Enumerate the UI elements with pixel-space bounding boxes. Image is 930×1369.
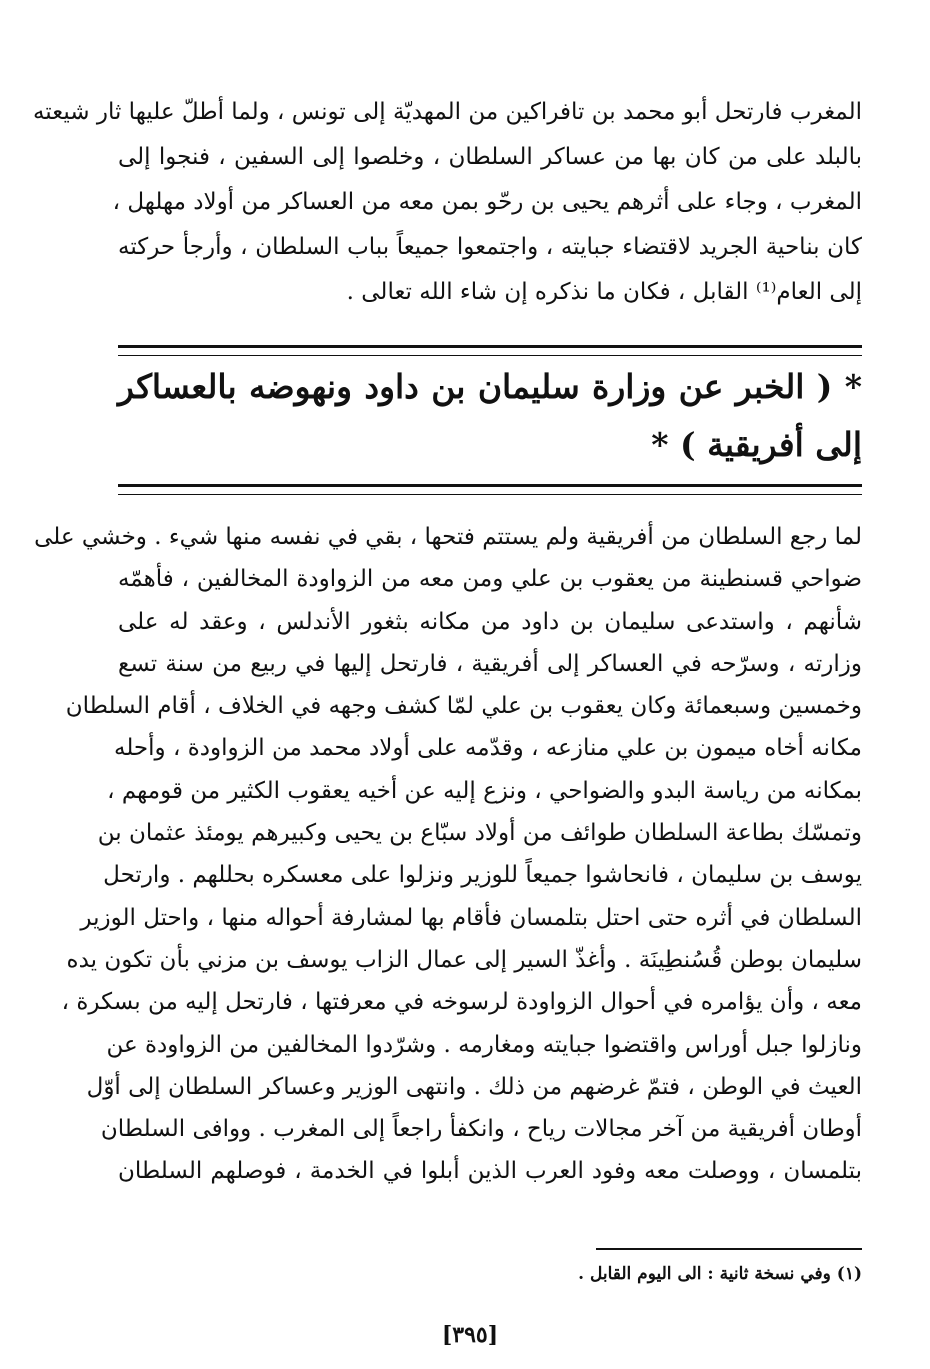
footnote: (١) وفي نسخة ثانية : الى اليوم القابل .: [578, 1264, 862, 1284]
text-line: وتمسّك بطاعة السلطان طوائف من أولاد سبّاع بن يحيى وكبيرهم يومئذ عثمان بن: [97, 820, 862, 847]
text-line: ضواحي قسنطينة من يعقوب بن علي ومن معه من الزواودة المخالفين ، فأهمّه: [118, 566, 862, 593]
text-line: بالبلد على من كان بها من عساكر السلطان ، وخلصوا إلى السفين ، فنجوا إلى: [118, 144, 862, 170]
text-line: بمكانه من رياسة البدو والضواحي ، ونزع إليه عن أخيه يعقوب الكثير من قومهم ،: [107, 777, 862, 804]
text-line: لما رجع السلطان من أفريقية ولم يستتم فتحها ، بقي في نفسه منها شيء . وخشي على: [34, 524, 862, 550]
page-number: [٣٩٥]: [441, 1322, 499, 1348]
text-line: ونازلوا جبل أوراس واقتضوا جبايته ومغارمه . وشرّدوا المخالفين من الزواودة عن: [106, 1031, 862, 1058]
footnote-rule: [596, 1248, 862, 1250]
text-line: بتلمسان ، ووصلت معه وفود العرب الذين أبلوا في الخدمة ، فوصلهم السلطان: [118, 1158, 862, 1185]
heading-top-rule: [118, 345, 862, 356]
text-line: العيث في الوطن ، فتمّ غرضهم من ذلك . وانتهى الوزير وعساكر السلطان إلى أوّل: [86, 1073, 862, 1100]
heading-bottom-rule: [118, 484, 862, 495]
text-line: مكانه أخاه ميمون بن علي منازعه ، وقدّمه على أولاد محمد من الزواودة ، وأحله: [113, 735, 862, 762]
main-paragraph: [34, 516, 863, 1193]
text-line: المغرب ، وجاء على أثرهم يحيى بن رحّو بمن معه من العساكر من أولاد مهلهل ،: [112, 189, 862, 215]
heading-line: إلى أفريقية ) *: [651, 425, 862, 464]
top-paragraph: [32, 90, 862, 315]
text-line: معه ، وأن يؤامره في أحوال الزواودة لرسوخه في معرفتها ، فارتحل إليه من بسكرة ،: [61, 989, 862, 1016]
text-line: أوطان أفريقية من آخر مجالات رياح ، وانكفأ راجعاً إلى المغرب . ووافى السلطان: [100, 1116, 862, 1143]
text-line: سليمان بوطن قُسُنطِينَة . وأغذّ السير إلى عمال الزاب يوسف بن مزني بأن تكون يده: [66, 946, 862, 973]
text-line: المغرب فارتحل أبو محمد بن تافراكين من المهديّة إلى تونس ، ولما أطلّ عليها ثار شيعته: [32, 99, 862, 125]
text-line: وخمسين وسبعمائة وكان يعقوب بن علي لمّا كشف وجهه في الخلاف ، أقام السلطان: [65, 693, 862, 720]
text-line: شأنهم ، واستدعى سليمان بن داود من مكانه بثغور الأندلس ، وعقد له على: [118, 608, 863, 635]
text-line: إلى العام⁽¹⁾ القابل ، فكان ما نذكره إن شاء الله تعالى .: [346, 279, 862, 305]
section-heading: [118, 358, 862, 474]
heading-line: * ( الخبر عن وزارة سليمان بن داود ونهوضه بالعساكر: [118, 367, 862, 406]
text-line: وزارته ، وسرّحه في العساكر إلى أفريقية ، فارتحل إليها في ربيع من سنة تسع: [118, 650, 862, 677]
text-line: السلطان في أثره حتى احتل بتلمسان فأقام بها لمشارفة أحواله منها ، واحتل الوزير: [80, 904, 862, 931]
text-line: يوسف بن سليمان ، فانحاشوا جميعاً للوزير ونزلوا على معسكره بحللهم . وارتحل: [103, 862, 862, 889]
text-line: كان بناحية الجريد لاقتضاء جبايته ، واجتمعوا جميعاً بباب السلطان ، وأرجأ حركته: [118, 234, 862, 260]
